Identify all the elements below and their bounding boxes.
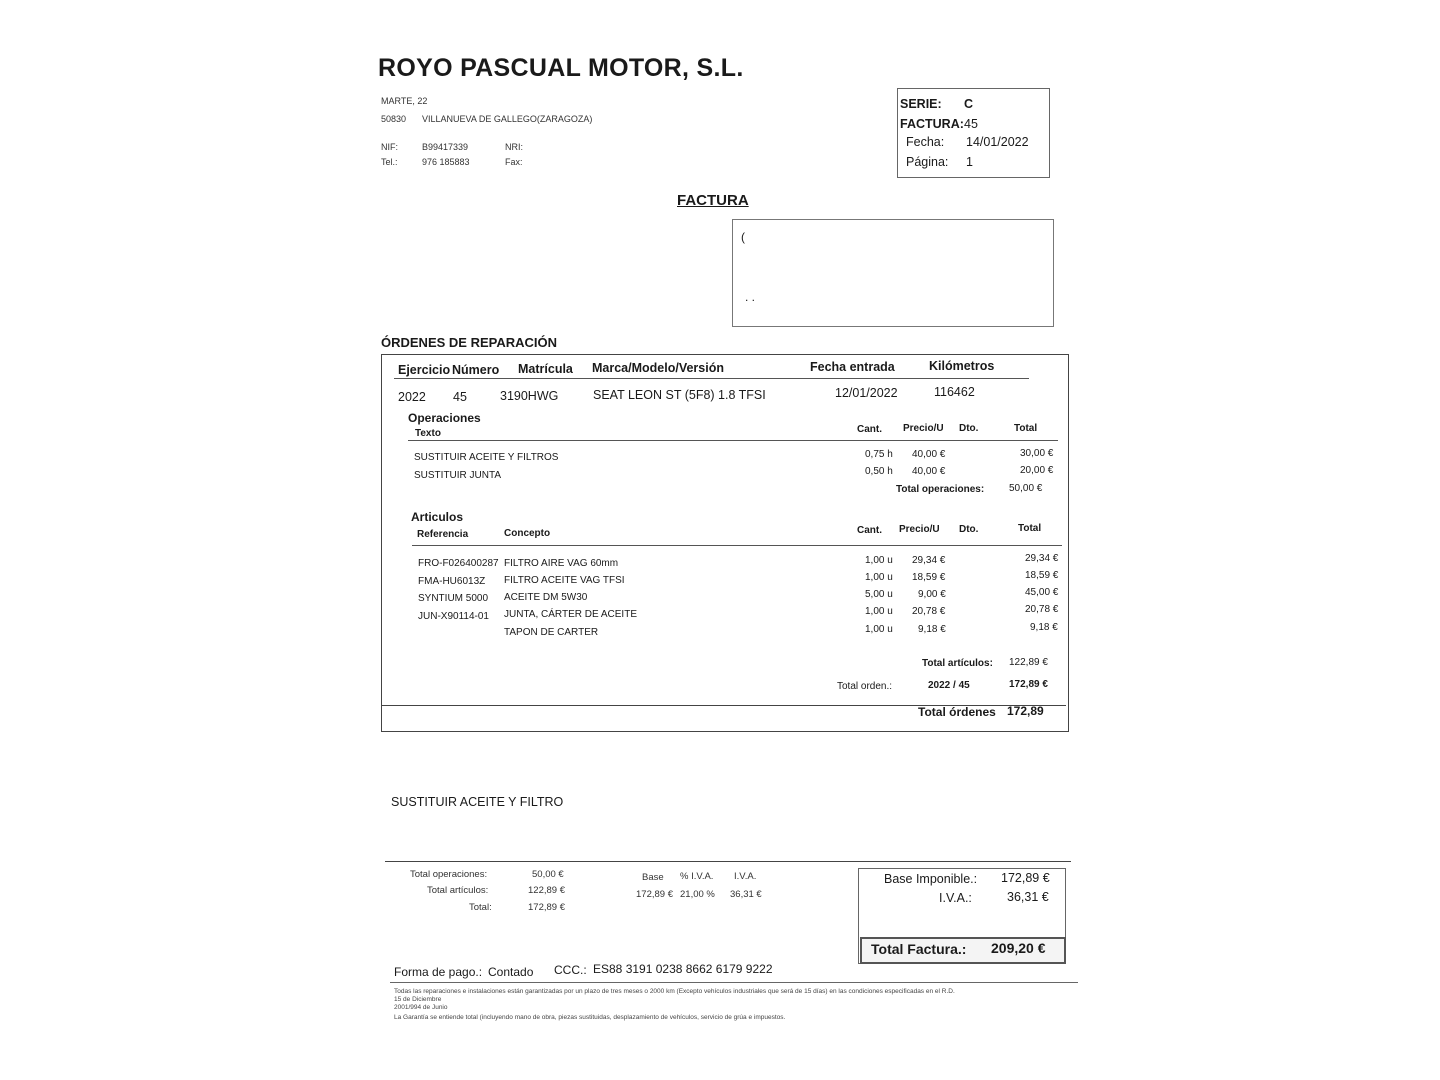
legal-line-1: Todas las reparaciones e instalaciones están garantizadas por un plazo de tres meses o 2000 km (Excepto vehículos industriales que será de 15 días) en las condiciones especificadas en el R.D. bbox=[394, 988, 955, 995]
fax-label: Fax: bbox=[505, 157, 523, 167]
orders-header-rule bbox=[394, 378, 1029, 379]
art-row-2-total: 18,59 € bbox=[1025, 570, 1059, 581]
op-row-2-precio: 40,00 € bbox=[912, 466, 946, 477]
op-col-precio: Precio/U bbox=[903, 423, 944, 434]
art-row-5-precio: 9,18 € bbox=[918, 624, 946, 635]
op-col-cant: Cant. bbox=[857, 424, 882, 435]
op-row-1-cant: 0,75 h bbox=[865, 449, 893, 460]
op-total-label: Total operaciones: bbox=[896, 484, 985, 495]
hdr-marca: Marca/Modelo/Versión bbox=[592, 361, 724, 375]
hdr-matricula: Matrícula bbox=[518, 362, 573, 376]
art-row-1-precio: 29,34 € bbox=[912, 555, 946, 566]
base-imponible-label: Base Imponible.: bbox=[884, 872, 978, 886]
nri-label: NRI: bbox=[505, 142, 523, 152]
art-row-4-concepto: JUNTA, CÁRTER DE ACEITE bbox=[504, 609, 637, 620]
art-total-value: 122,89 € bbox=[1009, 657, 1048, 668]
fecha-value: 14/01/2022 bbox=[966, 135, 1029, 149]
pagina-value: 1 bbox=[966, 155, 973, 169]
op-col-texto: Texto bbox=[415, 428, 441, 439]
art-row-1-concepto: FILTRO AIRE VAG 60mm bbox=[504, 558, 619, 569]
total-orden-value: 172,89 € bbox=[1009, 679, 1048, 690]
art-row-3-concepto: ACEITE DM 5W30 bbox=[504, 592, 588, 603]
op-row-1-total: 30,00 € bbox=[1020, 448, 1054, 459]
company-postal: 50830 bbox=[381, 114, 407, 124]
ccc-label: CCC.: bbox=[554, 963, 587, 977]
nif-value: B99417339 bbox=[422, 142, 469, 152]
total-orden-label: Total orden.: bbox=[837, 681, 893, 692]
legal-line-2: 15 de Diciembre bbox=[394, 996, 442, 1003]
sum-ops-label: Total operaciones: bbox=[410, 869, 488, 880]
art-row-5-concepto: TAPON DE CARTER bbox=[504, 627, 599, 638]
hdr-ejercicio: Ejercicio bbox=[398, 363, 451, 377]
sum-ops-value: 50,00 € bbox=[532, 869, 564, 880]
tel-value: 976 185883 bbox=[422, 157, 470, 167]
art-row-3-cant: 5,00 u bbox=[865, 589, 893, 600]
invoice-meta-box bbox=[897, 88, 1050, 178]
op-row-1-texto: SUSTITUIR ACEITE Y FILTROS bbox=[414, 452, 559, 463]
iva-amount-header: I.V.A. bbox=[734, 871, 757, 882]
art-col-dto: Dto. bbox=[959, 524, 979, 535]
company-address: MARTE, 22 bbox=[381, 96, 428, 106]
op-col-dto: Dto. bbox=[959, 423, 979, 434]
sum-art-value: 122,89 € bbox=[528, 885, 565, 896]
sum-art-label: Total artículos: bbox=[427, 885, 489, 896]
ccc-value: ES88 3191 0238 8662 6179 9222 bbox=[593, 962, 773, 976]
legal-rule bbox=[390, 982, 1078, 983]
op-col-total: Total bbox=[1014, 423, 1038, 434]
art-col-referencia: Referencia bbox=[417, 529, 469, 540]
factura-value: 45 bbox=[964, 117, 978, 131]
total-orden-ref: 2022 / 45 bbox=[928, 680, 970, 691]
invoice-note: SUSTITUIR ACEITE Y FILTRO bbox=[391, 795, 564, 809]
total-ordenes-value: 172,89 bbox=[1007, 704, 1044, 718]
art-row-4-precio: 20,78 € bbox=[912, 606, 946, 617]
art-row-5-cant: 1,00 u bbox=[865, 624, 893, 635]
op-row-2-texto: SUSTITUIR JUNTA bbox=[414, 470, 502, 481]
art-col-total: Total bbox=[1018, 523, 1042, 534]
serie-value: C bbox=[964, 97, 974, 111]
art-row-5-total: 9,18 € bbox=[1030, 622, 1058, 633]
art-row-2-ref: FMA-HU6013Z bbox=[418, 576, 486, 587]
pagina-label: Página: bbox=[906, 155, 949, 169]
orders-box bbox=[381, 354, 1069, 732]
hdr-fecha-entrada: Fecha entrada bbox=[810, 360, 895, 374]
art-row-3-precio: 9,00 € bbox=[918, 589, 946, 600]
operaciones-rule bbox=[408, 440, 1058, 441]
sum-total-value: 172,89 € bbox=[528, 902, 565, 913]
iva-label: I.V.A.: bbox=[939, 891, 972, 905]
articulos-title: Articulos bbox=[411, 510, 464, 524]
total-factura-value: 209,20 € bbox=[991, 940, 1046, 956]
fecha-label: Fecha: bbox=[906, 135, 945, 149]
art-col-cant: Cant. bbox=[857, 525, 882, 536]
iva-value: 36,31 € bbox=[1007, 890, 1049, 904]
art-row-2-concepto: FILTRO ACEITE VAG TFSI bbox=[504, 575, 625, 586]
operaciones-title: Operaciones bbox=[408, 411, 481, 425]
forma-pago-label: Forma de pago.: bbox=[394, 965, 483, 979]
tel-label: Tel.: bbox=[381, 157, 398, 167]
val-numero: 45 bbox=[453, 390, 467, 404]
hdr-numero: Número bbox=[452, 363, 500, 377]
art-total-label: Total artículos: bbox=[922, 658, 993, 669]
base-imponible-value: 172,89 € bbox=[1001, 871, 1050, 885]
art-row-1-total: 29,34 € bbox=[1025, 553, 1059, 564]
val-marca: SEAT LEON ST (5F8) 1.8 TFSI bbox=[593, 388, 766, 402]
op-row-1-precio: 40,00 € bbox=[912, 449, 946, 460]
articulos-rule bbox=[412, 545, 1062, 546]
art-row-4-cant: 1,00 u bbox=[865, 606, 893, 617]
document-title: FACTURA bbox=[677, 192, 749, 209]
art-row-4-total: 20,78 € bbox=[1025, 604, 1059, 615]
val-ejercicio: 2022 bbox=[398, 390, 426, 404]
client-box bbox=[732, 219, 1054, 327]
val-matricula: 3190HWG bbox=[500, 389, 559, 403]
art-row-1-ref: FRO-F026400287 bbox=[418, 558, 499, 569]
art-col-precio: Precio/U bbox=[899, 524, 940, 535]
serie-label: SERIE: bbox=[900, 97, 942, 111]
company-city: VILLANUEVA DE GALLEGO(ZARAGOZA) bbox=[422, 114, 593, 124]
val-kilometros: 116462 bbox=[934, 385, 975, 399]
iva-amount-value: 36,31 € bbox=[730, 889, 762, 900]
art-row-3-total: 45,00 € bbox=[1025, 587, 1059, 598]
art-row-3-ref: SYNTIUM 5000 bbox=[418, 593, 489, 604]
art-row-2-cant: 1,00 u bbox=[865, 572, 893, 583]
forma-pago-value: Contado bbox=[488, 965, 534, 979]
legal-line-3: 2001/994 de Junio bbox=[394, 1004, 448, 1011]
iva-base-header: Base bbox=[642, 872, 664, 883]
sum-total-label: Total: bbox=[469, 902, 492, 913]
art-row-4-ref: JUN-X90114-01 bbox=[418, 611, 489, 622]
op-row-2-total: 20,00 € bbox=[1020, 465, 1054, 476]
op-row-2-cant: 0,50 h bbox=[865, 466, 893, 477]
iva-base-value: 172,89 € bbox=[636, 889, 673, 900]
total-factura-label: Total Factura.: bbox=[871, 941, 967, 957]
total-ordenes-label: Total órdenes bbox=[918, 705, 996, 719]
factura-label: FACTURA: bbox=[900, 117, 964, 131]
client-line-1: ( bbox=[741, 230, 745, 244]
company-name: ROYO PASCUAL MOTOR, S.L. bbox=[378, 54, 744, 82]
art-row-2-precio: 18,59 € bbox=[912, 572, 946, 583]
art-row-1-cant: 1,00 u bbox=[865, 555, 893, 566]
op-total-value: 50,00 € bbox=[1009, 483, 1043, 494]
client-line-2: . . bbox=[745, 290, 756, 304]
summary-rule bbox=[385, 861, 1071, 862]
orders-section-title: ÓRDENES DE REPARACIÓN bbox=[381, 335, 558, 350]
art-col-concepto: Concepto bbox=[504, 528, 551, 539]
iva-percent-header: % I.V.A. bbox=[680, 871, 714, 882]
hdr-kilometros: Kilómetros bbox=[929, 359, 995, 373]
iva-percent-value: 21,00 % bbox=[680, 889, 715, 900]
legal-line-4: La Garantía se entiende total (incluyendo mano de obra, piezas sustituidas, desplazamiento de vehículos, servicio de grúa e impuestos. bbox=[394, 1014, 786, 1021]
val-fecha-entrada: 12/01/2022 bbox=[835, 386, 898, 400]
nif-label: NIF: bbox=[381, 142, 398, 152]
